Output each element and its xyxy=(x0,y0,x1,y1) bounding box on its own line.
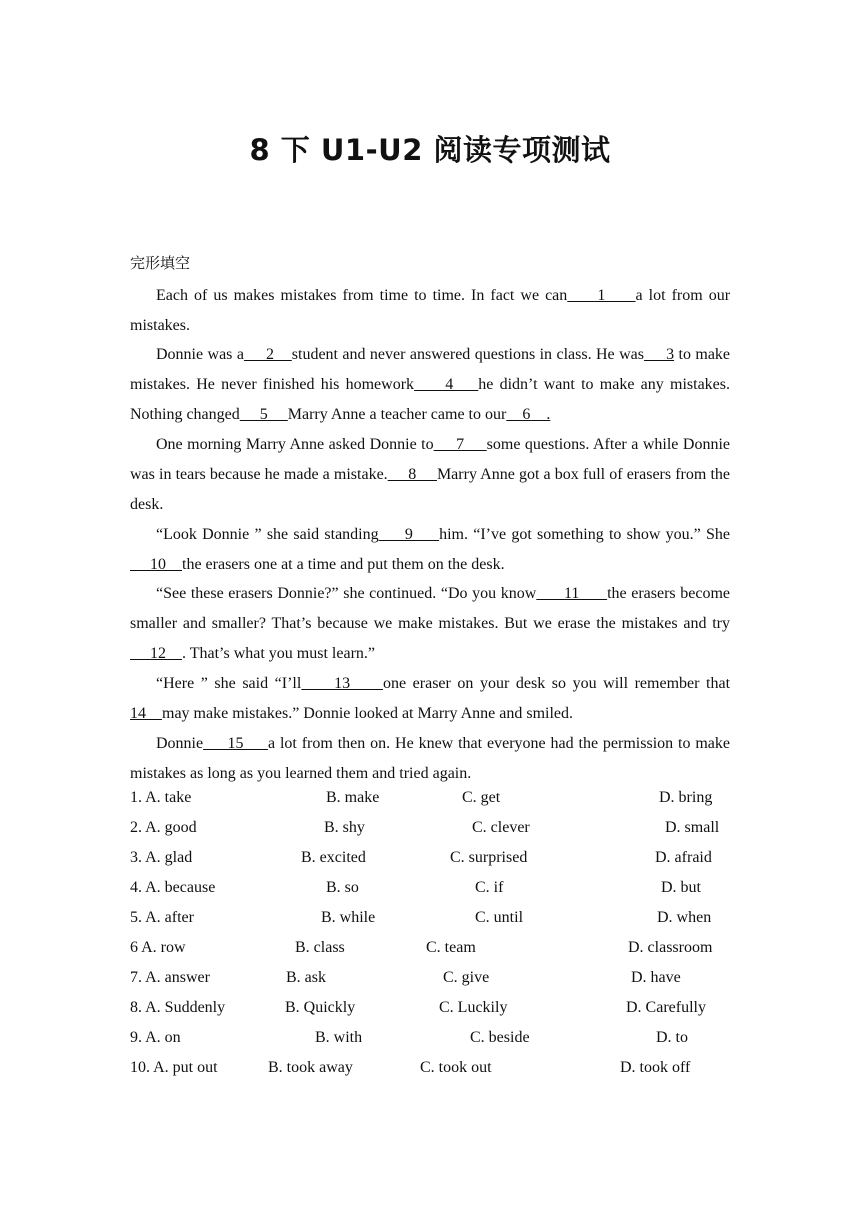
option-row xyxy=(130,819,750,849)
option-b: B. Quickly xyxy=(285,999,356,1016)
passage-paragraph: One morning Marry Anne asked Donnie to 7 some questions. After a while Donnie was in tears because he made a mistake. 8 Marry Anne got a box full of erasers from the desk. xyxy=(130,436,731,513)
option-a: 6 A. row xyxy=(130,939,186,956)
option-row xyxy=(130,849,750,879)
blank-15: 15 xyxy=(203,735,268,752)
option-row xyxy=(130,879,750,909)
blank-7: 7 xyxy=(433,436,487,453)
option-a: 9. A. on xyxy=(130,1029,181,1046)
option-d: D. bring xyxy=(659,789,713,806)
option-a: 1. A. take xyxy=(130,789,192,806)
option-b: B. while xyxy=(321,909,376,926)
passage-paragraph: “Look Donnie ” she said standing 9 him. “I’ve got something to show you.” She 10 the erasers one at a time and put them on the desk. xyxy=(130,526,731,573)
blank-14: 14 xyxy=(130,705,162,722)
passage-paragraph: “See these erasers Donnie?” she continued. “Do you know 11 the erasers become smaller and smaller? That’s because we make mistakes. But we erase the mistakes and try 12 . That’s what you must learn.” xyxy=(130,585,731,662)
option-c: C. surprised xyxy=(450,849,528,866)
option-d: D. small xyxy=(665,819,720,836)
passage-paragraph: Donnie was a 2 student and never answered questions in class. He was 3 to make mistakes. He never finished his homework 4 he didn’t want to make any mistakes. Nothing changed 5 Marry Anne a teacher came to our 6 . xyxy=(130,346,731,423)
passage-paragraph: “Here ” she said “I’ll 13 one eraser on your desk so you will remember that 14 may make mistakes.” Donnie looked at Marry Anne and smiled. xyxy=(130,675,731,722)
option-d: D. have xyxy=(631,969,681,986)
option-d: D. when xyxy=(657,909,712,926)
blank-8: 8 xyxy=(387,466,437,483)
option-c: C. get xyxy=(462,789,501,806)
option-b: B. took away xyxy=(268,1059,353,1076)
page-title: 8 下 U1-U2 阅读专项测试 xyxy=(249,133,611,167)
option-b: B. make xyxy=(326,789,380,806)
option-row xyxy=(130,1059,750,1089)
passage-paragraph: Donnie 15 a lot from then on. He knew that everyone had the permission to make mistakes as long as you learned them and tried again. xyxy=(130,735,731,782)
option-c: C. took out xyxy=(420,1059,492,1076)
option-b: B. excited xyxy=(301,849,366,866)
blank-4: 4 xyxy=(414,376,479,393)
option-row xyxy=(130,1029,750,1059)
option-d: D. Carefully xyxy=(626,999,706,1016)
section-heading: 完形填空 xyxy=(130,254,191,272)
option-a: 7. A. answer xyxy=(130,969,210,986)
blank-6: 6 . xyxy=(506,406,551,423)
option-a: 3. A. glad xyxy=(130,849,193,866)
blank-2: 2 xyxy=(243,346,292,363)
option-d: D. took off xyxy=(620,1059,691,1076)
option-row xyxy=(130,909,750,939)
blank-12: 12 xyxy=(130,645,182,662)
option-b: B. shy xyxy=(324,819,365,836)
blank-10: 10 xyxy=(130,556,182,573)
option-d: D. afraid xyxy=(655,849,712,866)
option-c: C. give xyxy=(443,969,490,986)
option-c: C. clever xyxy=(472,819,530,836)
blank-11: 11 xyxy=(536,585,608,602)
blank-13: 13 xyxy=(301,675,383,692)
option-b: B. class xyxy=(295,939,345,956)
blank-5: 5 xyxy=(239,406,288,423)
option-row xyxy=(130,969,750,999)
option-row xyxy=(130,999,750,1029)
passage-paragraph: Each of us makes mistakes from time to time. In fact we can 1 a lot from our mistakes. xyxy=(130,287,731,334)
option-row xyxy=(130,789,750,819)
option-b: B. ask xyxy=(286,969,326,986)
option-a: 10. A. put out xyxy=(130,1059,218,1076)
option-a: 8. A. Suddenly xyxy=(130,999,226,1016)
option-row xyxy=(130,939,750,969)
option-c: C. beside xyxy=(470,1029,530,1046)
blank-9: 9 xyxy=(378,526,440,543)
option-d: D. to xyxy=(656,1029,688,1046)
option-d: D. but xyxy=(661,879,701,896)
blank-1: 1 xyxy=(567,287,636,304)
option-a: 2. A. good xyxy=(130,819,197,836)
option-d: D. classroom xyxy=(628,939,713,956)
option-b: B. so xyxy=(326,879,359,896)
option-c: C. Luckily xyxy=(439,999,508,1016)
option-a: 5. A. after xyxy=(130,909,194,926)
option-b: B. with xyxy=(315,1029,363,1046)
option-a: 4. A. because xyxy=(130,879,216,896)
option-c: C. until xyxy=(475,909,524,926)
option-c: C. if xyxy=(475,879,504,896)
option-c: C. team xyxy=(426,939,476,956)
blank-3: 3 xyxy=(643,346,675,363)
